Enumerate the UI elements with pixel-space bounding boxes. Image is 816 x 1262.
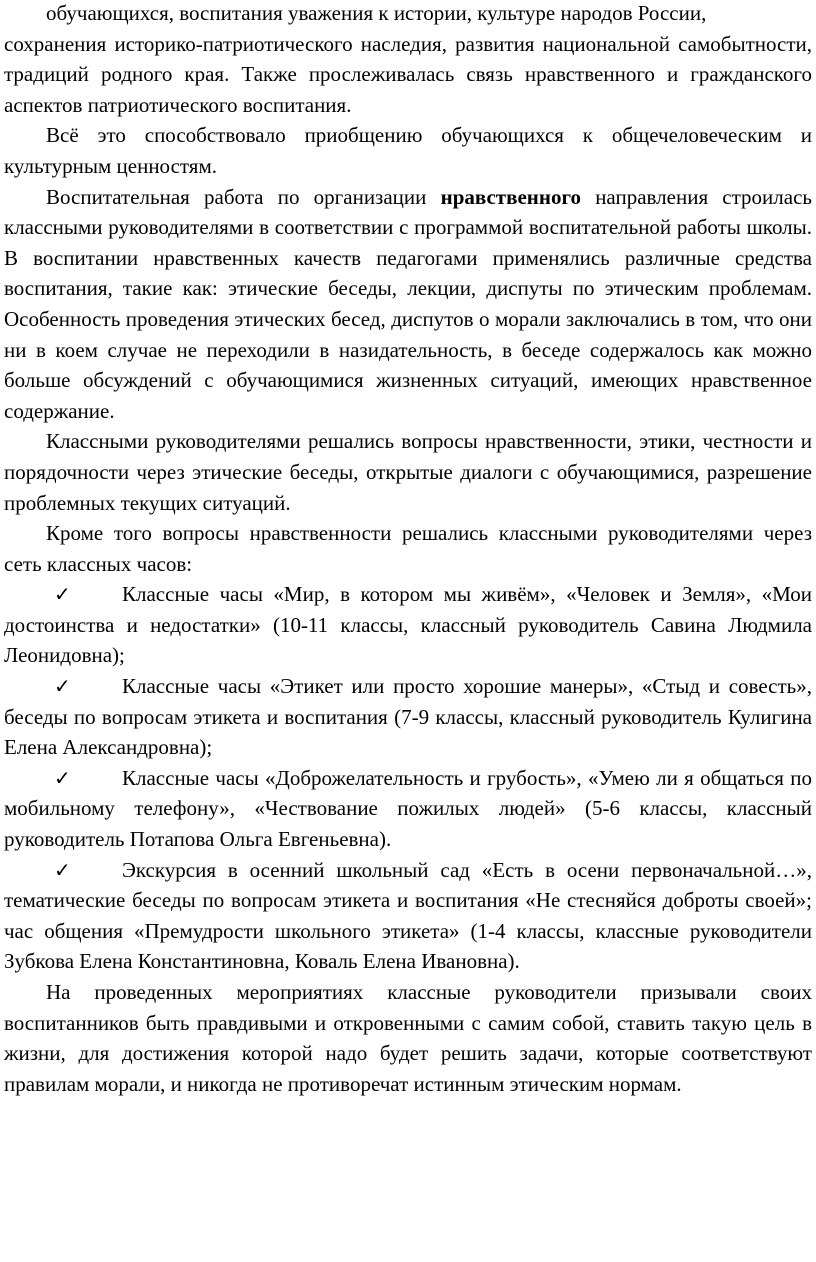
paragraph-moral-education-body: направления строилась классными руководителями в соответствии с программой воспитательной работы школы. В воспитании нравственных качеств педагогами применялись различные средства воспитания, такие как: этические беседы, лекции, диспуты по этическим проблемам. Особенность проведения этических бесед, диспутов о морали заключались в том, что они ни в коем случае не переходили в назидательность, в беседе содержалось как можно больше обсуждений с обучающимися жизненных ситуаций, имеющих нравственное содержание. [4,184,812,423]
paragraph-class-hours-intro: Кроме того вопросы нравственности решались классными руководителями через сеть классных часов: [4,521,812,576]
paragraph-continuation [4,0,812,120]
checkmark-icon: ✓ [54,857,71,882]
paragraph-continuation-rest: сохранения историко-патриотического наследия, развития национальной самобытности, традиций родного края. Также прослеживалась связь нравственного и гражданского аспектов патриотического воспитания. [4,31,812,117]
list-item-text: Классные часы «Мир, в котором мы живём», «Человек и Земля», «Мои достоинства и недостатки» (10-11 классы, классный руководитель Савина Людмила Леонидовна); [4,582,812,668]
paragraph-moral-education [4,182,812,427]
list-item-text: Экскурсия в осенний школьный сад «Есть в осени первоначальной…», тематические беседы по вопросам этикета и воспитания «Не стесняйся доброты своей»; час общения «Премудрости школьного этикета» (1-4 классы, классные руководители Зубкова Елена Константиновна, Коваль Елена Ивановна). [4,857,812,974]
paragraph-values: Всё это способствовало приобщению обучающихся к общечеловеческим и культурным ценностям. [4,123,812,178]
checkmark-icon: ✓ [54,582,71,607]
list-item [4,671,812,763]
paragraph-continuation-first-line: обучающихся, воспитания уважения к истории, культуре народов России, [46,1,707,25]
paragraph-moral-education-lead: Воспитательная работа по организации [46,184,441,209]
list-item [4,855,812,977]
paragraph-class-teachers: Классными руководителями решались вопросы нравственности, этики, честности и порядочности через этические беседы, открытые диалоги с обучающимися, разрешение проблемных текущих ситуаций. [4,429,812,515]
list-item-text: Классные часы «Этикет или просто хорошие манеры», «Стыд и совесть», беседы по вопросам этикета и воспитания (7-9 классы, классный руководитель Кулигина Елена Александровна); [4,674,812,760]
paragraph-conclusion: На проведенных мероприятиях классные руководители призывали своих воспитанников быть правдивыми и откровенными с самим собой, ставить такую цель в жизни, для достижения которой надо будет решить задачи, которые соответствуют правилам морали, и никогда не противоречат истинным этическим нормам. [4,980,812,1096]
checkmark-icon: ✓ [54,765,71,790]
list-item-text: Классные часы «Доброжелательность и грубость», «Умею ли я общаться по мобильному телефону», «Чествование пожилых людей» (5-6 классы, классный руководитель Потапова Ольга Евгеньевна). [4,765,812,852]
list-item [4,579,812,671]
list-item [4,763,812,855]
checkmark-icon: ✓ [54,674,71,699]
bold-term: нравственного [440,184,581,209]
